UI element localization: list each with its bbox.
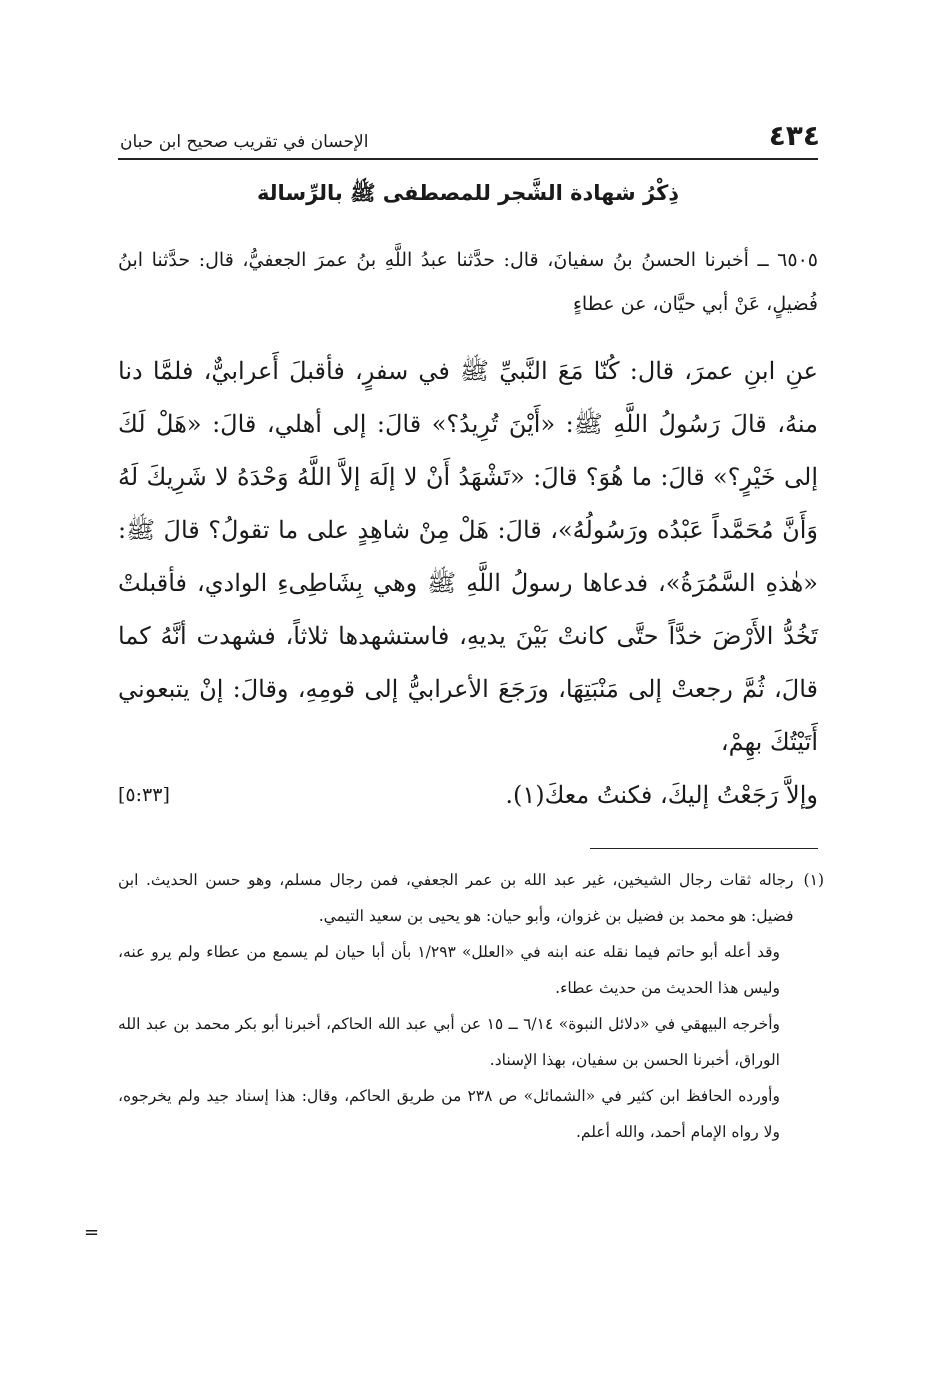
- chapter-heading: ذِكْرُ شهادة الشَّجر للمصطفى ﷺ بالرِّسالة: [256, 181, 680, 205]
- footnotes: [118, 862, 824, 1150]
- footnote-1-paragraph-3: وأخرجه البيهقي في «دلائل النبوة» ٦/١٤ ــ ١٥ عن أبي عبد الله الحاكم، أخبرنا أبو بكر محمد بن عبد الله الوراق، أخبرنا الحسن بن سفيان، بهذا الإسناد.: [118, 1015, 780, 1069]
- matn-text: عنِ ابنِ عمرَ، قال: كُنّا مَعَ النَّبيِّ ﷺ في سفرٍ، فأقبلَ أَعرابيٌّ، فلمَّا دنا منهُ، قالَ رَسُولُ اللَّهِ ﷺ: «أَيْنَ تُرِيدُ؟» قالَ: إلى أهلي، قالَ: «هَلْ لَكَ إلى خَيْرٍ؟» قالَ: ما هُوَ؟ قالَ: «تَشْهَدُ أَنْ لا إلَهَ إلاَّ اللَّهُ وَحْدَهُ لا شَرِيكَ لَهُ وَأَنَّ مُحَمَّداً عَبْدُه ورَسُولُهُ»، قالَ: هَلْ مِنْ شاهِدٍ على ما تقولُ؟ قالَ ﷺ: «هٰذهِ السَّمُرَةُ»، فدعاها رسولُ اللَّهِ ﷺ وهي بِشَاطِىءِ الوادي، فأقبلتْ تَخُدُّ الأَرْضَ خدَّاً حتَّى كانتْ بَيْنَ يديهِ، فاستشهدها ثلاثاً، فشهدت أنَّهُ كما قالَ، ثُمَّ رجعتْ إلى مَنْبَتِهَا، ورَجَعَ الأعرابيُّ إلى قومِهِ، وقالَ: إنْ يتبعوني أَتَيْتُكَ بهِمْ،: [118, 357, 818, 756]
- running-head: [120, 112, 820, 152]
- footnote-marker: (١): [803, 871, 824, 889]
- footnote-1-paragraph-4: وأورده الحافظ ابن كثير في «الشمائل» ص ٢٣٨ من طريق الحاكم، وقال: هذا إسناد جيد ولم يخرجوه، ولا رواه الإمام أحمد، والله أعلم.: [118, 1087, 780, 1141]
- hadith-isnad: [118, 238, 818, 326]
- footnote-1: [118, 862, 824, 934]
- footnote-rule: [590, 848, 818, 849]
- page-number: ٤٣٤: [768, 119, 820, 152]
- matn-last-line: [118, 769, 818, 822]
- book-title: الإحسان في تقريب صحيح ابن حبان: [120, 132, 369, 152]
- matn-last-text: وإلاَّ رَجَعْتُ إليكَ، فكنتُ معكَ(١).: [505, 781, 818, 809]
- hadith-matn: [118, 345, 818, 822]
- footnote-1-paragraph-2: وقد أعله أبو حاتم فيما نقله عنه ابنه في «العلل» ١/٢٩٣ بأن أبا حيان لم يسمع من عطاء ولم يرو عنه، وليس هذا الحديث من حديث عطاء.: [118, 943, 780, 997]
- hadith-reference: [٥:٣٣]: [118, 784, 170, 806]
- isnad-text: ٦٥٠٥ ــ أخبرنا الحسنُ بنُ سفيانَ، قال: حدَّثنا عبدُ اللَّهِ بنُ عمرَ الجعفيُّ، قال: حدَّثنا ابنُ فُضيلٍ، عَنْ أبي حيَّان، عن عطاءٍ: [118, 249, 818, 315]
- header-rule: [118, 158, 818, 160]
- continuation-mark: =: [84, 1222, 100, 1243]
- footnote-1-text: رجاله ثقات رجال الشيخين، غير عبد الله بن عمر الجعفي، فمن رجال مسلم، وهو حسن الحديث. ابن فضيل: هو محمد بن فضيل بن غزوان، وأبو حيان: هو يحيى بن سعيد التيمي.: [118, 871, 794, 925]
